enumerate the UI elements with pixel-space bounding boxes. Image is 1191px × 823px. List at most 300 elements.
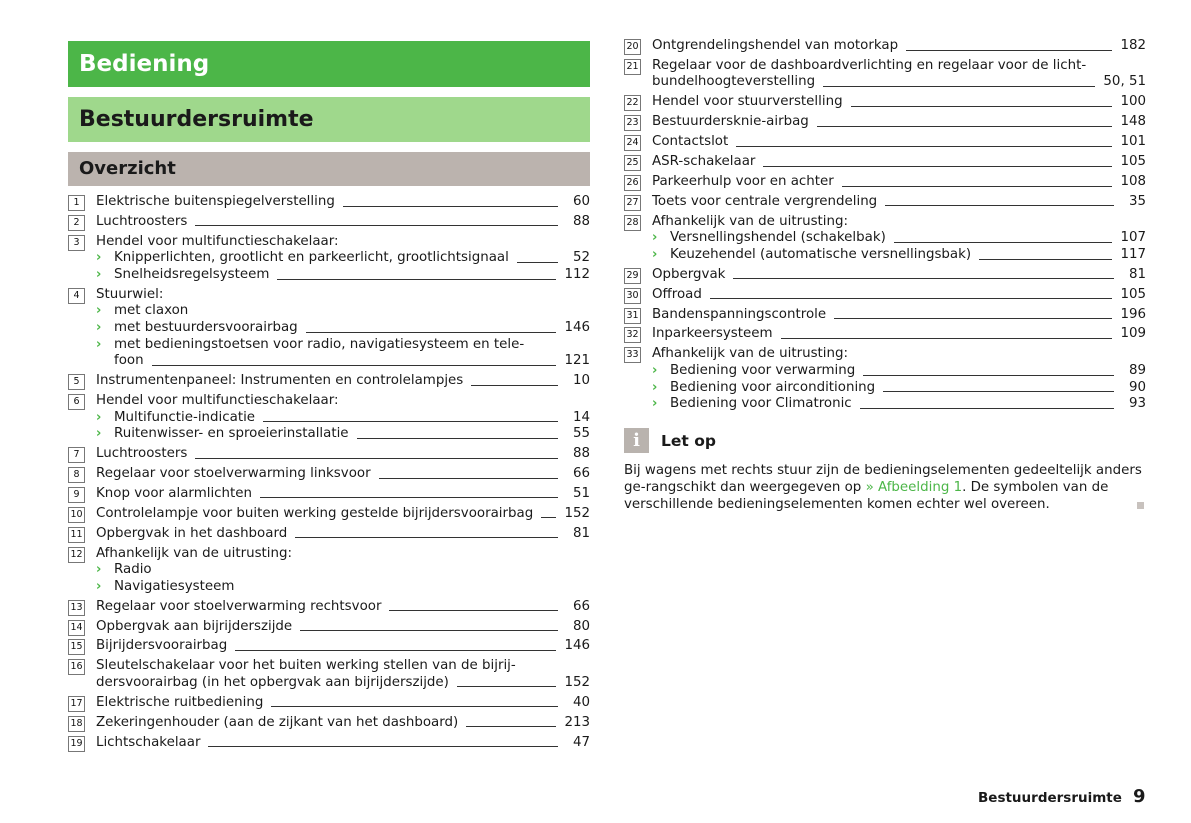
legend-text: Regelaar voor stoelverwarming rechtsvoor (96, 598, 382, 614)
legend-text: Luchtroosters (96, 446, 188, 462)
legend-line (652, 214, 1146, 231)
page-number: 9 (1133, 786, 1146, 807)
section-heading: Bestuurdersruimte (68, 97, 590, 142)
note-text: Bij wagens met rechts stuur zijn de bedieningselementen gedeeltelijk anders ge-rangschikt dan weergegeven op » Afbeelding 1. De symbolen van de verschillende bedieningselementen komen echter wel overeen. (624, 462, 1146, 513)
legend-entry (68, 638, 590, 655)
legend-text: Knop voor alarmlichten (96, 485, 252, 501)
legend-entry-body (96, 194, 590, 211)
leader-line (208, 746, 558, 747)
legend-entry (68, 715, 590, 732)
page-ref: 81 (1128, 266, 1146, 282)
legend-entry-body (96, 234, 590, 284)
legend-text: Sleutelschakelaar voor het buiten werking stellen van de bijrij- (96, 658, 516, 674)
chevron-right-icon: › (96, 336, 102, 352)
legend-entry-body (96, 695, 590, 712)
legend-sub-item (652, 380, 1146, 397)
legend-entry-body (652, 326, 1146, 343)
page-ref: 112 (564, 266, 590, 282)
legend-line (96, 695, 590, 712)
note-box (624, 428, 1146, 513)
legend-sub-text: Keuzehendel (automatische versnellingsbak) (670, 246, 972, 262)
leader-line (517, 262, 558, 263)
legend-line (96, 446, 590, 463)
legend-entry-body (96, 287, 590, 370)
chevron-right-icon: › (652, 379, 658, 395)
legend-number-badge: 1 (68, 195, 85, 211)
legend-sub-item (96, 426, 590, 443)
legend-line (96, 546, 590, 563)
legend-text: Regelaar voor stoelverwarming linksvoor (96, 465, 371, 481)
legend-number-badge: 31 (624, 308, 641, 324)
legend-entry-body (652, 154, 1146, 171)
legend-entry (68, 695, 590, 712)
legend-number-badge: 20 (624, 39, 641, 55)
chevron-right-icon: › (96, 426, 102, 442)
legend-entry-body (96, 735, 590, 752)
chevron-right-icon: › (96, 250, 102, 266)
legend-line (652, 58, 1146, 75)
legend-text: Afhankelijk van de uitrusting: (652, 346, 849, 362)
legend-entry-body (96, 658, 590, 691)
legend-sub-item (652, 230, 1146, 247)
legend-text: Afhankelijk van de uitrusting: (96, 545, 293, 561)
legend-entry-body (96, 446, 590, 463)
legend-sub-item (96, 320, 590, 337)
subsection-heading: Overzicht (68, 152, 590, 186)
legend-sub-item (652, 363, 1146, 380)
chevron-right-icon: › (652, 362, 658, 378)
legend-number-badge: 8 (68, 467, 85, 483)
page-ref: 121 (564, 353, 590, 369)
legend-text: Bandenspanningscontrole (652, 306, 827, 322)
page-ref: 88 (572, 446, 590, 462)
leader-line (357, 438, 558, 439)
legend-sub-item (96, 562, 590, 579)
legend-entry-body (652, 346, 1146, 412)
legend-number-badge: 2 (68, 215, 85, 231)
legend-entry (624, 134, 1146, 151)
page-ref: 196 (1120, 306, 1146, 322)
legend-sub-item (96, 579, 590, 596)
legend-entry (624, 346, 1146, 412)
legend-line (652, 174, 1146, 191)
leader-line (466, 726, 556, 727)
legend-line (96, 715, 590, 732)
leader-line (736, 146, 1112, 147)
chevron-right-icon: › (96, 409, 102, 425)
page-ref: 107 (1120, 230, 1146, 246)
legend-entry-body (652, 94, 1146, 111)
page-ref: 109 (1120, 326, 1146, 342)
leader-line (842, 186, 1113, 187)
legend-entry (68, 466, 590, 483)
legend-line (96, 466, 590, 483)
legend-text: Opbergvak aan bijrijderszijde (96, 618, 293, 634)
legend-entry (624, 326, 1146, 343)
legend-sub-text: Knipperlichten, grootlicht en parkeerlicht, grootlichtsignaal (114, 250, 509, 266)
chevron-right-icon: › (652, 230, 658, 246)
leader-line (894, 242, 1113, 243)
legend-entry (624, 214, 1146, 264)
legend-line (96, 658, 590, 675)
leader-line (271, 706, 558, 707)
legend-entry-body (652, 194, 1146, 211)
figure-link[interactable]: » Afbeelding 1 (865, 480, 963, 495)
legend-sub-item (96, 303, 590, 320)
legend-entry (624, 267, 1146, 284)
legend-sub-item (96, 250, 590, 267)
page-ref: 55 (572, 426, 590, 442)
legend-text: Controlelampje voor buiten werking gestelde bijrijdersvoorairbag (96, 505, 534, 521)
page-ref: 182 (1120, 38, 1146, 53)
legend-text: Hendel voor multifunctieschakelaar: (96, 233, 339, 249)
legend-text: bundelhoogteverstelling (652, 74, 816, 90)
legend-line (652, 287, 1146, 304)
leader-line (834, 318, 1112, 319)
leader-line (379, 478, 558, 479)
leader-line (389, 610, 558, 611)
leader-line (863, 375, 1114, 376)
page-ref: 146 (564, 320, 590, 336)
legend-number-badge: 26 (624, 175, 641, 191)
legend-entry (68, 486, 590, 503)
legend-line (96, 234, 590, 251)
legend-entry (624, 58, 1146, 91)
chapter-heading: Bediening (68, 41, 590, 87)
legend-sub-text: Navigatiesysteem (114, 578, 235, 594)
leader-line (260, 497, 558, 498)
legend-sub-text: met bedieningstoetsen voor radio, navigatiesysteem en tele- (114, 336, 525, 352)
legend-number-badge: 22 (624, 95, 641, 111)
legend-line (96, 675, 590, 692)
legend-number-badge: 7 (68, 447, 85, 463)
page-ref: 80 (572, 618, 590, 634)
legend-text: Hendel voor stuurverstelling (652, 94, 843, 110)
page-ref: 117 (1120, 246, 1146, 262)
leader-line (152, 365, 557, 366)
leader-line (541, 517, 556, 518)
chevron-right-icon: › (652, 396, 658, 412)
legend-number-badge: 4 (68, 288, 85, 304)
legend-entry (68, 194, 590, 211)
legend-sub-text: met bestuurdersvoorairbag (114, 320, 298, 336)
legend-sub-item (96, 267, 590, 284)
legend-text: Ontgrendelingshendel van motorkap (652, 38, 899, 53)
legend-line (96, 506, 590, 523)
legend-number-badge: 19 (68, 736, 85, 752)
page-ref: 93 (1128, 396, 1146, 412)
legend-line (652, 154, 1146, 171)
leader-line (860, 408, 1114, 409)
legend-text: Bijrijdersvoorairbag (96, 638, 228, 654)
legend-list-right (624, 38, 1146, 416)
leader-line (883, 391, 1114, 392)
legend-entry (68, 658, 590, 691)
page-ref: 40 (572, 694, 590, 710)
legend-entry-body (96, 506, 590, 523)
legend-entry-body (652, 58, 1146, 91)
legend-sub-continuation (96, 353, 590, 370)
legend-line (652, 326, 1146, 343)
page-ref: 51 (572, 485, 590, 501)
page-ref: 81 (572, 525, 590, 541)
legend-line (96, 194, 590, 211)
legend-line (652, 74, 1146, 91)
legend-line (652, 134, 1146, 151)
legend-text: Opbergvak in het dashboard (96, 525, 288, 541)
footer-section-title: Bestuurdersruimte (978, 790, 1122, 806)
leader-line (823, 86, 1095, 87)
legend-line (96, 599, 590, 616)
legend-sub-text: Radio (114, 562, 152, 578)
page-ref: 146 (564, 638, 590, 654)
page-ref: 35 (1128, 193, 1146, 209)
leader-line (763, 166, 1112, 167)
leader-line (457, 686, 557, 687)
legend-number-badge: 10 (68, 507, 85, 523)
legend-number-badge: 11 (68, 527, 85, 543)
chevron-right-icon: › (652, 246, 658, 262)
end-mark-icon (1137, 502, 1144, 509)
legend-number-badge: 29 (624, 268, 641, 284)
legend-line (96, 735, 590, 752)
legend-sub-text: Ruitenwisser- en sproeierinstallatie (114, 426, 349, 442)
legend-text: Bestuurdersknie-airbag (652, 114, 809, 130)
leader-line (979, 259, 1112, 260)
legend-number-badge: 13 (68, 600, 85, 616)
page-ref: 108 (1120, 173, 1146, 189)
legend-number-badge: 17 (68, 696, 85, 712)
legend-entry (68, 599, 590, 616)
page-ref: 88 (572, 213, 590, 229)
page-ref: 10 (572, 373, 590, 389)
legend-line (652, 307, 1146, 324)
legend-entry (624, 114, 1146, 131)
legend-text: Elektrische buitenspiegelverstelling (96, 194, 335, 209)
leader-line (263, 421, 558, 422)
legend-line (96, 214, 590, 231)
page-ref: 100 (1120, 94, 1146, 110)
leader-line (277, 279, 556, 280)
legend-number-badge: 28 (624, 215, 641, 231)
legend-entry-body (96, 373, 590, 390)
leader-line (817, 126, 1113, 127)
chevron-right-icon: › (96, 562, 102, 578)
page-ref: 213 (564, 714, 590, 730)
legend-entry-body (652, 287, 1146, 304)
legend-sub-item (652, 247, 1146, 264)
legend-text: Lichtschakelaar (96, 734, 201, 750)
legend-entry-body (652, 38, 1146, 55)
leader-line (906, 50, 1112, 51)
leader-line (851, 106, 1113, 107)
legend-sub-text: met claxon (114, 303, 189, 319)
page-ref: 148 (1120, 114, 1146, 130)
legend-text: Luchtroosters (96, 213, 188, 229)
legend-entry (68, 619, 590, 636)
legend-number-badge: 21 (624, 59, 641, 75)
legend-entry-body (652, 267, 1146, 284)
legend-entry-body (96, 619, 590, 636)
legend-entry-body (652, 134, 1146, 151)
leader-line (306, 332, 557, 333)
legend-line (96, 526, 590, 543)
legend-entry-body (652, 114, 1146, 131)
legend-entry-body (652, 174, 1146, 191)
legend-entry-body (652, 214, 1146, 264)
legend-entry (624, 174, 1146, 191)
leader-line (471, 385, 558, 386)
legend-text: Instrumentenpaneel: Instrumenten en controlelampjes (96, 373, 464, 389)
legend-text: dersvoorairbag (in het opbergvak aan bijrijderszijde) (96, 674, 449, 690)
leader-line (195, 225, 558, 226)
leader-line (195, 458, 558, 459)
legend-text: Afhankelijk van de uitrusting: (652, 213, 849, 229)
legend-line (652, 114, 1146, 131)
legend-text: Regelaar voor de dashboardverlichting en regelaar voor de licht- (652, 57, 1087, 73)
legend-line (652, 346, 1146, 363)
legend-line (652, 194, 1146, 211)
legend-text: Contactslot (652, 134, 729, 150)
legend-line (96, 638, 590, 655)
legend-line (96, 287, 590, 304)
page-ref: 14 (572, 409, 590, 425)
legend-number-badge: 18 (68, 716, 85, 732)
legend-sub-text: Bediening voor verwarming (670, 362, 856, 378)
legend-text: Offroad (652, 286, 702, 302)
legend-number-badge: 23 (624, 115, 641, 131)
legend-number-badge: 9 (68, 487, 85, 503)
leader-line (295, 537, 558, 538)
legend-number-badge: 6 (68, 394, 85, 410)
legend-entry (68, 546, 590, 596)
legend-sub-text: Snelheidsregelsysteem (114, 266, 270, 282)
legend-list-left (68, 194, 590, 754)
legend-sub-text: Multifunctie-indicatie (114, 409, 256, 425)
legend-sub-item (652, 396, 1146, 413)
legend-number-badge: 15 (68, 639, 85, 655)
legend-number-badge: 24 (624, 135, 641, 151)
note-title: Let op (661, 431, 716, 450)
page-ref: 47 (572, 734, 590, 750)
legend-number-badge: 14 (68, 620, 85, 636)
legend-entry (68, 234, 590, 284)
legend-entry (624, 154, 1146, 171)
legend-number-badge: 33 (624, 347, 641, 363)
legend-text: Zekeringenhouder (aan de zijkant van het dashboard) (96, 714, 459, 730)
page-ref: 101 (1120, 134, 1146, 150)
legend-entry (68, 373, 590, 390)
legend-entry (68, 506, 590, 523)
legend-text: Toets voor centrale vergrendeling (652, 193, 878, 209)
legend-line (652, 94, 1146, 111)
info-icon: i (624, 428, 649, 453)
legend-entry (624, 38, 1146, 55)
legend-number-badge: 5 (68, 374, 85, 390)
legend-number-badge: 32 (624, 327, 641, 343)
leader-line (885, 205, 1114, 206)
legend-text: Stuurwiel: (96, 286, 164, 302)
leader-line (235, 650, 556, 651)
legend-entry (624, 194, 1146, 211)
page-ref: 60 (572, 194, 590, 209)
legend-line (96, 373, 590, 390)
chevron-right-icon: › (96, 303, 102, 319)
page-ref: 152 (564, 674, 590, 690)
page-ref: 52 (572, 250, 590, 266)
legend-entry (624, 287, 1146, 304)
chevron-right-icon: › (96, 578, 102, 594)
legend-entry (68, 526, 590, 543)
page-ref: 105 (1120, 286, 1146, 302)
page-ref: 66 (572, 598, 590, 614)
legend-entry (624, 94, 1146, 111)
legend-entry-body (96, 466, 590, 483)
chevron-right-icon: › (96, 266, 102, 282)
leader-line (781, 338, 1113, 339)
legend-entry (624, 307, 1146, 324)
legend-line (96, 486, 590, 503)
legend-line (96, 393, 590, 410)
leader-line (733, 278, 1114, 279)
legend-sub-item (96, 410, 590, 427)
page-ref: 50, 51 (1103, 74, 1146, 90)
page-ref: 105 (1120, 154, 1146, 170)
legend-number-badge: 3 (68, 235, 85, 251)
legend-entry (68, 446, 590, 463)
legend-sub-item (96, 337, 590, 354)
legend-entry-body (96, 393, 590, 443)
legend-entry-body (96, 599, 590, 616)
legend-entry-body (96, 526, 590, 543)
legend-entry-body (96, 715, 590, 732)
legend-text: Parkeerhulp voor en achter (652, 173, 834, 189)
legend-entry (68, 735, 590, 752)
legend-entry-body (652, 307, 1146, 324)
page-ref: 66 (572, 465, 590, 481)
legend-number-badge: 27 (624, 195, 641, 211)
legend-entry-body (96, 486, 590, 503)
page-ref: 89 (1128, 362, 1146, 378)
legend-text: Elektrische ruitbediening (96, 694, 264, 710)
page-ref: 152 (564, 505, 590, 521)
legend-sub-text: Bediening voor airconditioning (670, 379, 876, 395)
leader-line (710, 298, 1113, 299)
legend-number-badge: 30 (624, 288, 641, 304)
legend-line (652, 38, 1146, 55)
legend-number-badge: 12 (68, 547, 85, 563)
legend-number-badge: 25 (624, 155, 641, 171)
legend-entry (68, 393, 590, 443)
legend-sub-text: Versnellingshendel (schakelbak) (670, 230, 886, 246)
legend-line (652, 267, 1146, 284)
page-ref: 90 (1128, 379, 1146, 395)
legend-text: Inparkeersysteem (652, 326, 773, 342)
legend-sub-text: Bediening voor Climatronic (670, 396, 852, 412)
legend-text: Opbergvak (652, 266, 726, 282)
legend-entry-body (96, 638, 590, 655)
leader-line (300, 630, 558, 631)
legend-entry-body (96, 214, 590, 231)
legend-entry-body (96, 546, 590, 596)
legend-sub-text: foon (114, 353, 144, 369)
leader-line (343, 206, 558, 207)
legend-text: Hendel voor multifunctieschakelaar: (96, 393, 339, 409)
legend-entry (68, 214, 590, 231)
chevron-right-icon: › (96, 320, 102, 336)
legend-text: ASR-schakelaar (652, 154, 756, 170)
legend-number-badge: 16 (68, 659, 85, 675)
